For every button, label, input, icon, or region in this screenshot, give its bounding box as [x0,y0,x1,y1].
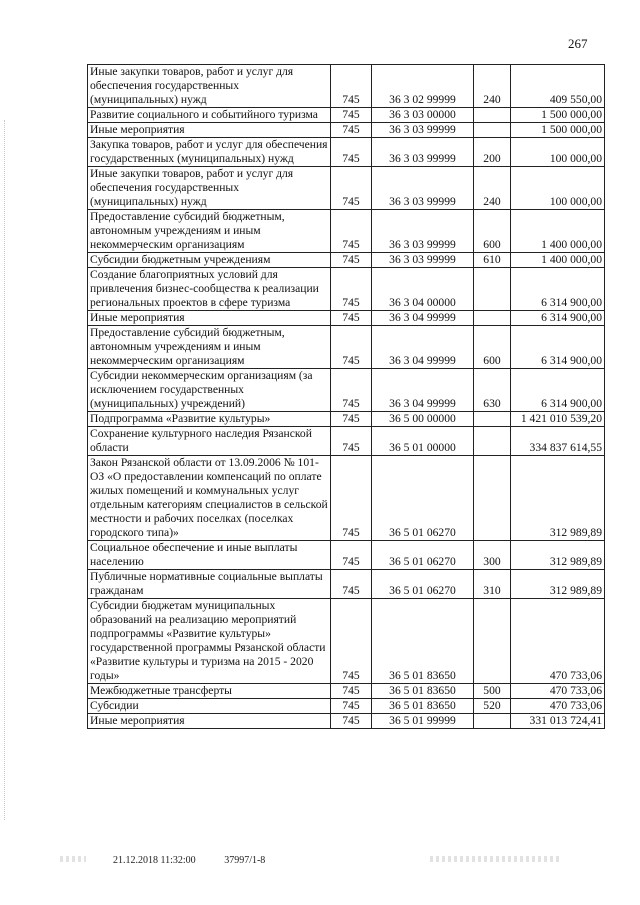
budget-table-body [88,65,605,729]
row-code-cell: 745 [331,210,372,253]
row-name-cell: Иные мероприятия [88,311,331,326]
row-name-cell: Субсидии бюджетам муниципальных образований на реализацию мероприятий подпрограммы «Развитие культуры» государственной программы Рязанской области «Развитие культуры и туризма на 2015 - 2020 годы» [88,599,331,684]
row-code-cell: 745 [331,268,372,311]
row-type-cell [474,456,511,541]
row-name-cell: Социальное обеспечение и иные выплаты населению [88,541,331,570]
row-type-cell [474,427,511,456]
row-sum-cell: 1 500 000,00 [511,108,605,123]
row-sum-cell: 1 421 010 539,20 [511,412,605,427]
row-sum-cell: 100 000,00 [511,138,605,167]
row-sum-cell: 470 733,06 [511,599,605,684]
row-name-cell: Сохранение культурного наследия Рязанской области [88,427,331,456]
row-type-cell [474,268,511,311]
row-name-cell: Субсидии некоммерческим организациям (за исключением государственных (муниципальных) учреждений) [88,369,331,412]
footer-doc-id: 37997/1-8 [224,855,266,866]
row-name-cell: Подпрограмма «Развитие культуры» [88,412,331,427]
table-row [88,541,605,570]
row-code-cell: 745 [331,412,372,427]
row-sum-cell: 334 837 614,55 [511,427,605,456]
table-row [88,138,605,167]
table-row [88,108,605,123]
row-target-cell: 36 5 01 99999 [372,714,474,729]
row-code-cell: 745 [331,699,372,714]
row-name-cell: Иные закупки товаров, работ и услуг для обеспечения государственных (муниципальных) нужд [88,167,331,210]
row-code-cell: 745 [331,541,372,570]
row-type-cell: 600 [474,326,511,369]
row-sum-cell: 1 400 000,00 [511,253,605,268]
table-row [88,268,605,311]
row-name-cell: Субсидии [88,699,331,714]
table-row [88,570,605,599]
row-sum-cell: 470 733,06 [511,699,605,714]
row-type-cell [474,123,511,138]
row-name-cell: Закупка товаров, работ и услуг для обеспечения государственных (муниципальных) нужд [88,138,331,167]
row-code-cell: 745 [331,599,372,684]
row-type-cell: 630 [474,369,511,412]
page-number: 267 [568,36,588,51]
row-sum-cell: 1 500 000,00 [511,123,605,138]
row-target-cell: 36 3 03 99999 [372,253,474,268]
table-row [88,326,605,369]
row-code-cell: 745 [331,65,372,108]
row-target-cell: 36 3 03 99999 [372,138,474,167]
row-code-cell: 745 [331,369,372,412]
table-row [88,123,605,138]
row-name-cell: Межбюджетные трансферты [88,684,331,699]
row-sum-cell: 331 013 724,41 [511,714,605,729]
row-target-cell: 36 5 01 83650 [372,699,474,714]
row-target-cell: 36 3 03 99999 [372,123,474,138]
row-type-cell: 240 [474,167,511,210]
row-sum-cell: 312 989,89 [511,456,605,541]
footer-timestamp: 21.12.2018 11:32:00 [113,855,196,866]
table-row [88,427,605,456]
row-sum-cell: 6 314 900,00 [511,369,605,412]
row-type-cell: 610 [474,253,511,268]
row-target-cell: 36 5 01 00000 [372,427,474,456]
row-code-cell: 745 [331,714,372,729]
table-row [88,699,605,714]
row-sum-cell: 6 314 900,00 [511,326,605,369]
row-type-cell: 500 [474,684,511,699]
row-code-cell: 745 [331,570,372,599]
row-name-cell: Иные закупки товаров, работ и услуг для обеспечения государственных (муниципальных) нужд [88,65,331,108]
row-code-cell: 745 [331,138,372,167]
row-target-cell: 36 5 01 06270 [372,456,474,541]
row-target-cell: 36 3 02 99999 [372,65,474,108]
row-code-cell: 745 [331,108,372,123]
row-type-cell: 200 [474,138,511,167]
row-type-cell: 520 [474,699,511,714]
budget-table [87,64,605,729]
row-code-cell: 745 [331,311,372,326]
row-type-cell [474,108,511,123]
row-type-cell [474,412,511,427]
row-sum-cell: 6 314 900,00 [511,311,605,326]
row-type-cell: 600 [474,210,511,253]
row-sum-cell: 470 733,06 [511,684,605,699]
row-target-cell: 36 3 04 99999 [372,369,474,412]
row-sum-cell: 1 400 000,00 [511,210,605,253]
row-sum-cell: 6 314 900,00 [511,268,605,311]
row-sum-cell: 312 989,89 [511,570,605,599]
table-row [88,456,605,541]
table-row [88,714,605,729]
table-row [88,167,605,210]
row-type-cell: 310 [474,570,511,599]
row-code-cell: 745 [331,123,372,138]
row-name-cell: Предоставление субсидий бюджетным, автономным учреждениям и иным некоммерческим организациям [88,210,331,253]
row-target-cell: 36 5 01 06270 [372,570,474,599]
row-sum-cell: 312 989,89 [511,541,605,570]
row-name-cell: Субсидии бюджетным учреждениям [88,253,331,268]
row-type-cell [474,311,511,326]
row-name-cell: Закон Рязанской области от 13.09.2006 № 101-ОЗ «О предоставлении компенсаций по оплате жилых помещений и коммунальных услуг отдельным категориям специалистов в сельской местности и рабочих поселках (поселках городского типа)» [88,456,331,541]
row-target-cell: 36 3 03 00000 [372,108,474,123]
table-row [88,684,605,699]
table-row [88,369,605,412]
row-sum-cell: 100 000,00 [511,167,605,210]
scan-smudge [430,856,560,862]
row-target-cell: 36 3 03 99999 [372,167,474,210]
table-row [88,65,605,108]
scan-smudge [60,856,86,862]
row-target-cell: 36 5 01 06270 [372,541,474,570]
row-target-cell: 36 3 04 99999 [372,311,474,326]
footer [113,855,291,866]
row-name-cell: Создание благоприятных условий для привлечения бизнес-сообщества к реализации региональных проектов в сфере туризма [88,268,331,311]
row-type-cell [474,599,511,684]
table-row [88,253,605,268]
row-type-cell: 300 [474,541,511,570]
row-target-cell: 36 5 00 00000 [372,412,474,427]
row-code-cell: 745 [331,427,372,456]
scan-edge [4,120,6,820]
row-name-cell: Иные мероприятия [88,123,331,138]
row-target-cell: 36 3 04 00000 [372,268,474,311]
row-target-cell: 36 5 01 83650 [372,599,474,684]
row-target-cell: 36 5 01 83650 [372,684,474,699]
table-row [88,210,605,253]
table-row [88,311,605,326]
row-name-cell: Развитие социального и событийного туризма [88,108,331,123]
table-row [88,599,605,684]
row-code-cell: 745 [331,684,372,699]
row-name-cell: Иные мероприятия [88,714,331,729]
row-type-cell [474,714,511,729]
row-code-cell: 745 [331,167,372,210]
row-code-cell: 745 [331,456,372,541]
row-name-cell: Публичные нормативные социальные выплаты гражданам [88,570,331,599]
row-sum-cell: 409 550,00 [511,65,605,108]
row-target-cell: 36 3 04 99999 [372,326,474,369]
row-name-cell: Предоставление субсидий бюджетным, автономным учреждениям и иным некоммерческим организациям [88,326,331,369]
row-code-cell: 745 [331,326,372,369]
row-target-cell: 36 3 03 99999 [372,210,474,253]
row-code-cell: 745 [331,253,372,268]
table-row [88,412,605,427]
row-type-cell: 240 [474,65,511,108]
